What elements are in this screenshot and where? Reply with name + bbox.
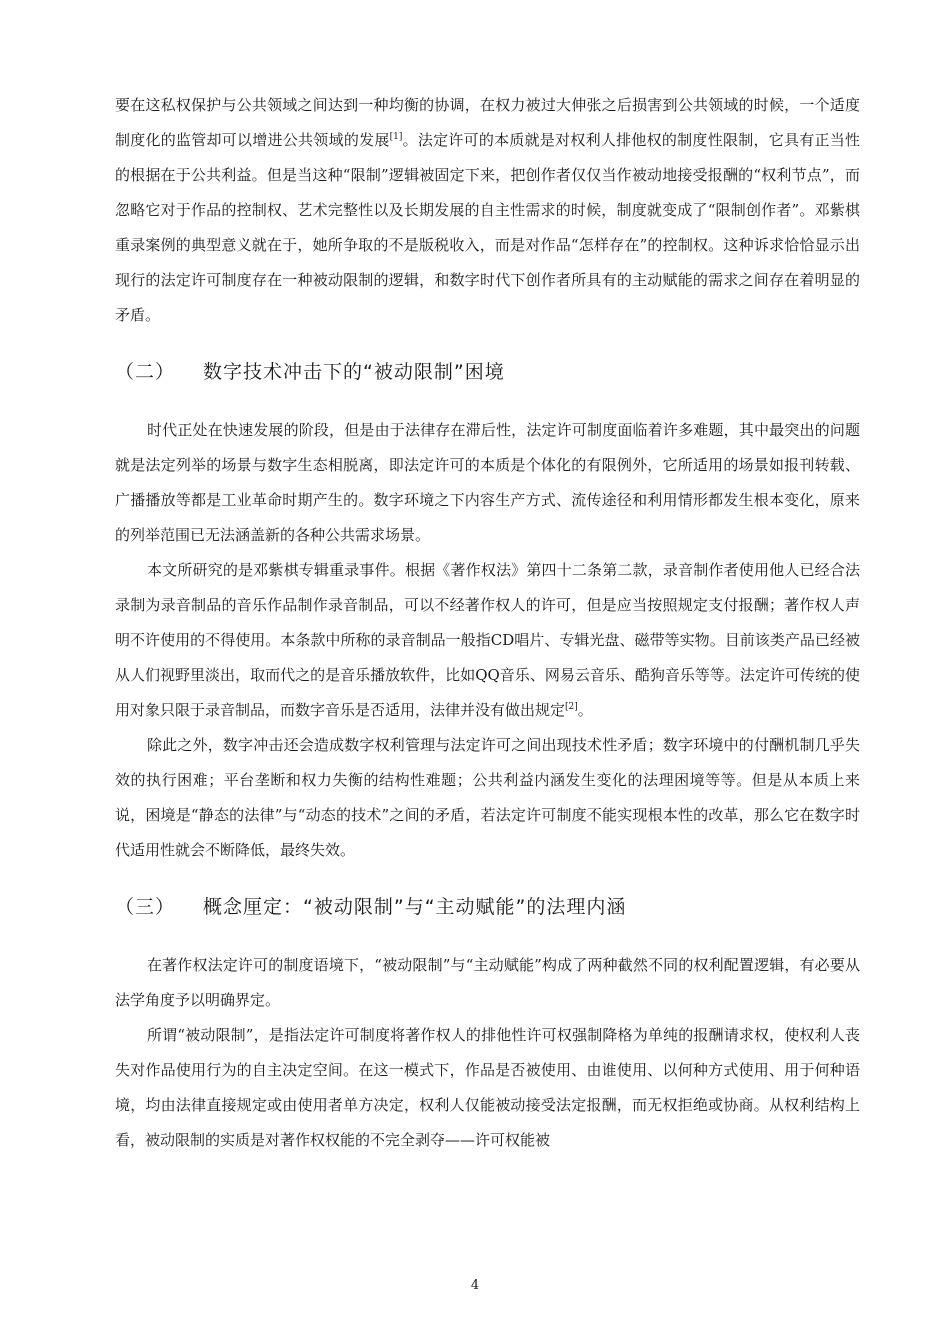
- paragraph: 在著作权法定许可的制度语境下，“被动限制”与“主动赋能”构成了两种截然不同的权利配置逻辑，有必要从法学角度予以明确界定。: [115, 956, 860, 1009]
- citation-ref-1[interactable]: [1]: [389, 132, 403, 142]
- section-heading-2: [115, 355, 860, 389]
- paragraph: 除此之外，数字冲击还会造成数字权利管理与法定许可之间出现技术性矛盾；数字环境中的付酬机制几乎失效的执行困难；平台垄断和权力失衡的结构性难题；公共利益内涵发生变化的法理困境等等。但是从本质上来说，困境是“静态的法律”与“动态的技术”之间的矛盾，若法定许可制度不能实现根本性的改革，那么它在数字时代适用性就会不断降低，最终失效。: [115, 736, 860, 859]
- section-number: （三）: [115, 896, 176, 918]
- paragraph: 时代正处在快速发展的阶段，但是由于法律存在滞后性，法定许可制度面临着许多难题，其中最突出的问题就是法定列举的场景与数字生态相脱离，即法定许可的本质是个体化的有限例外，它所适用的场景如报刊转载、广播播放等都是工业革命时期产生的。数字环境之下内容生产方式、流传途径和利用情形都发生根本变化，原来的列举范围已无法涵盖新的各种公共需求场景。: [115, 421, 860, 544]
- section-number: （二）: [115, 361, 176, 383]
- paragraph-intro: 要在这私权保护与公共领域之间达到一种均衡的协调，在权力被过大伸张之后损害到公共领域的时候，一个适度制度化的监管却可以增进公共领域的发展[1]。法定许可的本质就是对权利人排他权的制度性限制，它具有正当性的根据在于公共利益。但是当这种“限制”逻辑被固定下来，把创作者仅仅当作被动地接受报酬的“权利节点”，而忽略它对于作品的控制权、艺术完整性以及长期发展的自主性需求的时候，制度就变成了“限制创作者”。邓紫棋重录案例的典型意义就在于，她所争取的不是版税收入，而是对作品“怎样存在”的控制权。这种诉求恰恰显示出现行的法定许可制度存在一种被动限制的逻辑，和数字时代下创作者所具有的主动赋能的需求之间存在着明显的矛盾。: [115, 96, 860, 324]
- section-title: 概念厘定：“被动限制”与“主动赋能”的法理内涵: [203, 896, 627, 918]
- paragraph: 所谓“被动限制”，是指法定许可制度将著作权人的排他性许可权强制降格为单纯的报酬请求权，使权利人丧失对作品使用行为的自主决定空间。在这一模式下，作品是否被使用、由谁使用、以何种方式使用、用于何种语境，均由法律直接规定或由使用者单方决定，权利人仅能被动接受法定报酬，而无权拒绝或协商。从权利结构上看，被动限制的实质是对著作权权能的不完全剥夺——许可权能被: [115, 1026, 860, 1149]
- section-heading-3: [115, 890, 860, 924]
- section-title: 数字技术冲击下的“被动限制”困境: [203, 361, 505, 383]
- page-number: 4: [470, 1278, 480, 1293]
- citation-ref-2[interactable]: [2]: [565, 702, 578, 712]
- page-body: [115, 88, 860, 1158]
- paragraph: 本文所研究的是邓紫棋专辑重录事件。根据《著作权法》第四十二条第二款，录音制作者使用他人已经合法录制为录音制品的音乐作品制作录音制品，可以不经著作权人的许可，但是应当按照规定支付报酬；著作权人声明不许使用的不得使用。本条款中所称的录音制品一般指CD唱片、专辑光盘、磁带等实物。目前该类产品已经被从人们视野里淡出，取而代之的是音乐播放软件，比如QQ音乐、网易云音乐、酷狗音乐等等。法定许可传统的使用对象只限于录音制品，而数字音乐是否适用，法律并没有做出规定[2]。: [115, 561, 860, 719]
